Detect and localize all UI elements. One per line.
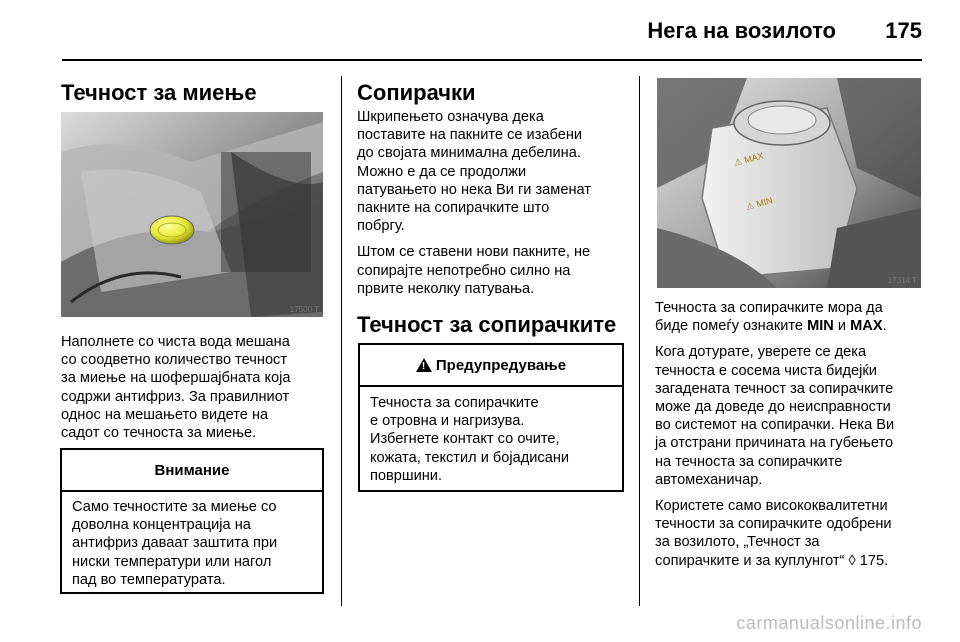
text-line: ја отстрани причината на губењето bbox=[655, 435, 894, 452]
text-line: автомеханичар. bbox=[655, 471, 763, 488]
figure-number: 17314 T bbox=[887, 276, 917, 285]
warning-header bbox=[360, 345, 622, 387]
warning-box bbox=[358, 343, 624, 492]
brakes-heading: Сопирачки bbox=[357, 80, 476, 105]
header-rule bbox=[62, 59, 922, 61]
text-line: побргу. bbox=[357, 218, 405, 235]
text-line: пакните на сопирачките што bbox=[357, 200, 550, 217]
text-line: течноста е сосема чиста бидејќи bbox=[655, 362, 877, 379]
text-line: доволна концентрација на bbox=[72, 517, 251, 534]
text-line: на течноста за сопирачките bbox=[655, 453, 843, 470]
warning-triangle-icon bbox=[416, 358, 432, 372]
notice-body bbox=[62, 492, 322, 597]
text-line: ниски температури или нагол bbox=[72, 553, 272, 570]
text-line: во системот на сопирачки. Нека Ви bbox=[655, 417, 895, 434]
text-line: со соодветно количество течност bbox=[61, 352, 288, 369]
figure-number: 17500 T bbox=[289, 305, 319, 314]
warning-body bbox=[360, 387, 622, 493]
brake-fluid-text bbox=[655, 299, 930, 570]
text-line: течности за сопирачките одобрени bbox=[655, 516, 892, 533]
text-line: за возилото, „Течност за bbox=[655, 534, 820, 551]
washer-fluid-heading: Течност за миење bbox=[61, 80, 257, 105]
text-line: патувањето но нека Ви ги заменат bbox=[357, 181, 591, 198]
page-reference-link[interactable]: 175. bbox=[855, 552, 889, 569]
notice-box bbox=[60, 448, 324, 594]
washer-reservoir-photo bbox=[61, 112, 323, 317]
text-line: Наполнете со чиста вода мешана bbox=[61, 334, 290, 350]
text-line: пад во температурата. bbox=[72, 571, 226, 588]
text-line-minmax: биде помеѓу ознаките MIN и MAX. bbox=[655, 318, 887, 335]
text-line: Можно е да се продолжи bbox=[357, 163, 527, 180]
min-mark: MIN bbox=[807, 318, 834, 335]
column-divider-1 bbox=[341, 76, 342, 606]
page-number: 175 bbox=[885, 18, 922, 43]
text-line: Течноста за сопирачките мора да bbox=[655, 300, 883, 316]
text-line: е отровна и нагризува. bbox=[370, 413, 525, 430]
washer-reservoir-illustration bbox=[61, 112, 323, 317]
text-line-ref: сопирачките и за куплунгот“ ◊ 175. bbox=[655, 552, 889, 569]
text-line: до својата минимална дебелина. bbox=[357, 145, 581, 162]
text-line: Штом се ставени нови пакните, не bbox=[357, 244, 591, 261]
text-line: Користете само висококвалитетни bbox=[655, 498, 888, 515]
svg-text:⚠ MIN: ⚠ MIN bbox=[744, 195, 774, 212]
text-line: Шкрипењето означува дека bbox=[357, 109, 544, 125]
brake-fluid-heading: Течност за сопирачките bbox=[357, 312, 617, 337]
notice-title: Внимание bbox=[62, 450, 322, 492]
text-line: загадената течност за сопирачките bbox=[655, 380, 894, 397]
text-line: Избегнете контакт со очите, bbox=[370, 431, 560, 448]
text-line: содржи антифриз. За правилниот bbox=[61, 388, 290, 405]
brake-fluid-reservoir-photo bbox=[657, 78, 921, 288]
running-header-title: Нега на возилото bbox=[647, 18, 836, 43]
brake-reservoir-illustration bbox=[657, 78, 921, 288]
text-line: Само течностите за миење со bbox=[72, 499, 277, 515]
column-divider-2 bbox=[639, 76, 640, 606]
text-line: може да доведе до неисправности bbox=[655, 399, 891, 416]
text-line: поставите на пакните се изабени bbox=[357, 127, 583, 144]
text-line: за миење на шофершајбната која bbox=[61, 370, 291, 387]
text-line: Течноста за сопирачките bbox=[370, 395, 539, 411]
max-mark: MAX bbox=[850, 318, 883, 335]
watermark: carmanualsonline.info bbox=[736, 613, 922, 633]
page-reference-arrow-icon[interactable]: ◊ bbox=[848, 552, 856, 569]
text-line: садот со течноста за миење. bbox=[61, 425, 257, 442]
svg-text:⚠ MAX: ⚠ MAX bbox=[732, 150, 765, 168]
text-line: површини. bbox=[370, 467, 443, 484]
text-line: Кога дотурате, уверете се дека bbox=[655, 344, 867, 361]
text-line: однос на мешањето видете на bbox=[61, 406, 269, 423]
text-line: сопирајте непотребно силно на bbox=[357, 262, 571, 279]
brakes-text bbox=[357, 108, 627, 298]
text-line: кожата, текстил и бојадисани bbox=[370, 449, 570, 466]
text-line: првите неколку патувања. bbox=[357, 280, 535, 297]
washer-fluid-text bbox=[61, 333, 331, 442]
text-line: антифриз даваат заштита при bbox=[72, 535, 278, 552]
warning-title: Предупредување bbox=[435, 356, 567, 374]
